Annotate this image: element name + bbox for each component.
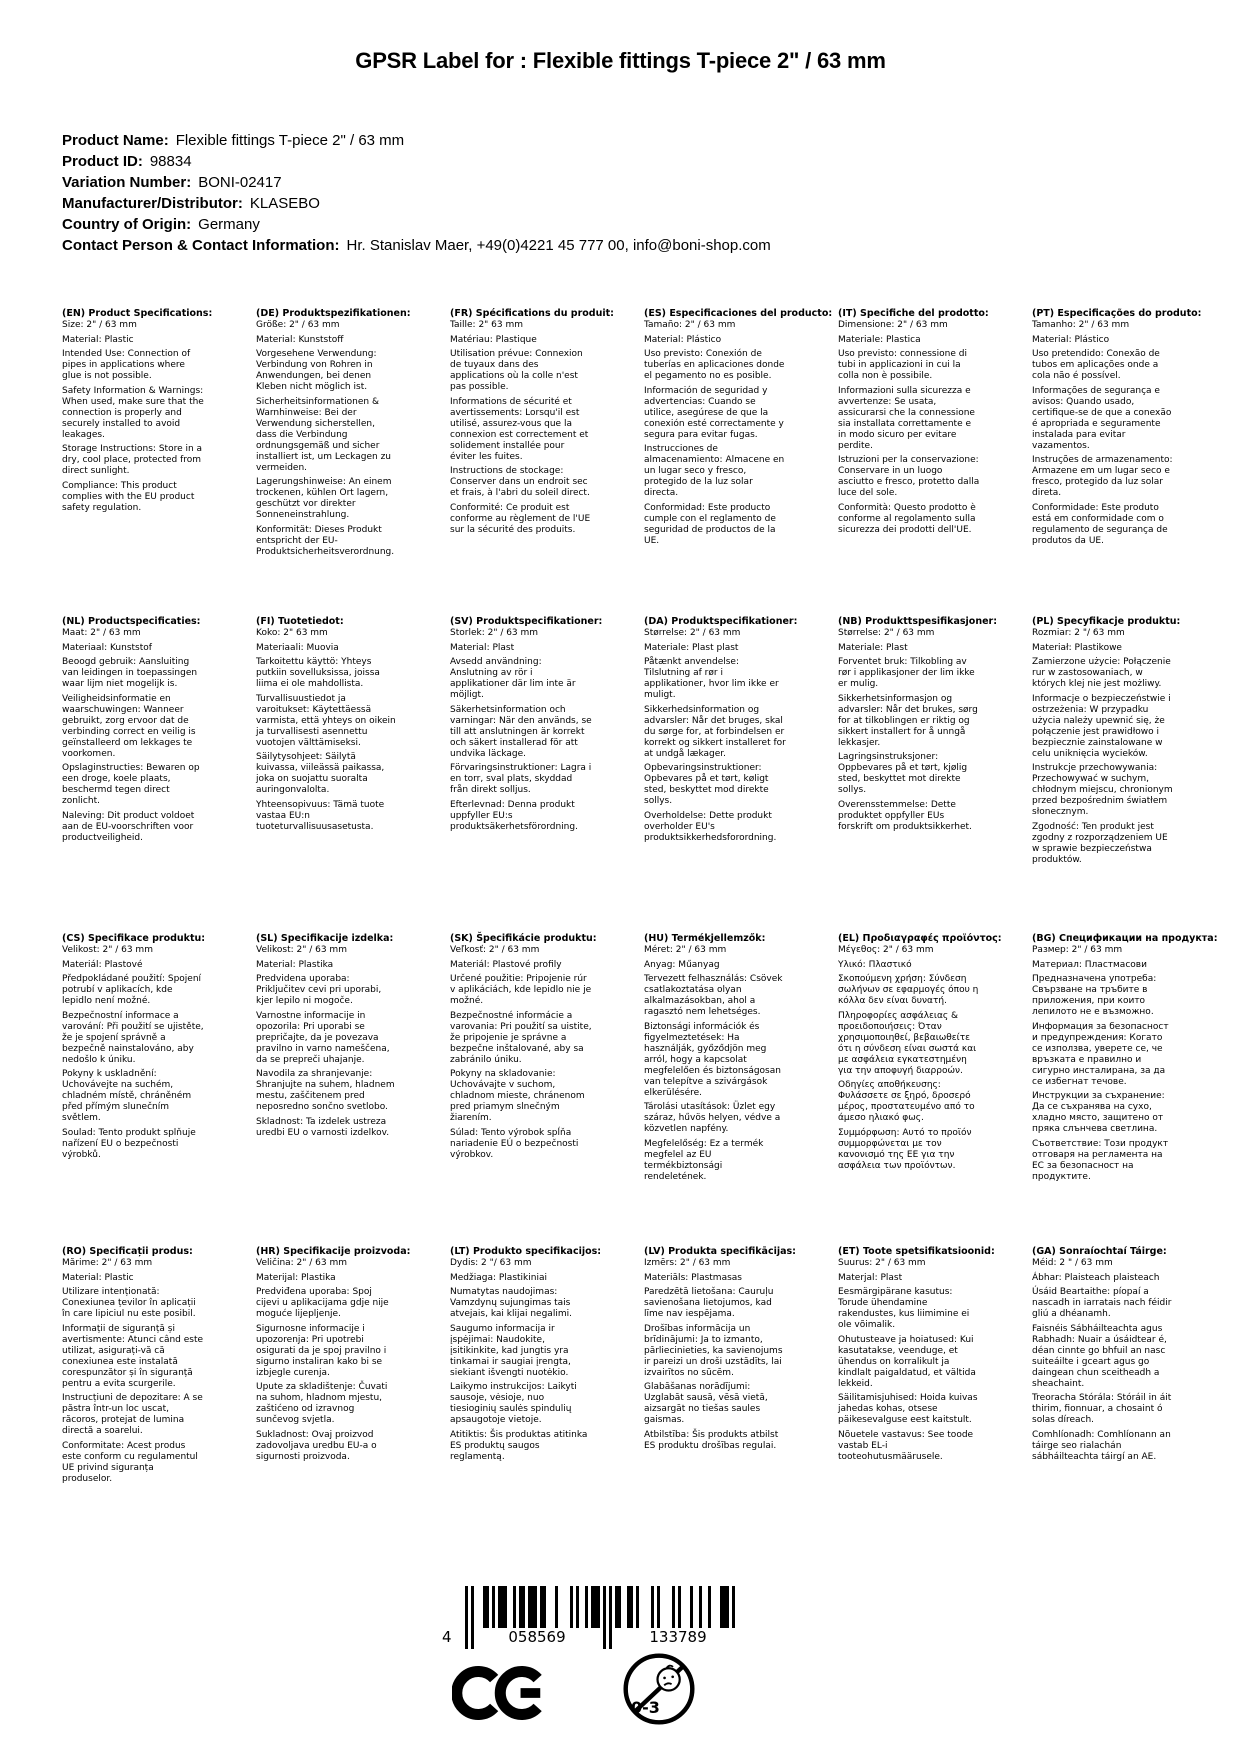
lang-block-nl xyxy=(62,616,256,933)
country-of-origin-value: Germany xyxy=(198,216,260,233)
block-heading: (RO) Specificații produs: xyxy=(62,1246,193,1257)
spec-intended-use: Σκοπούμενη χρήση: Σύνδεση σωλήνων σε εφαρμογές όπου η κόλλα δεν είναι δυνατή. xyxy=(838,974,979,1006)
spec-material: Materiál: Plastové profily xyxy=(450,959,562,970)
spec-intended-use: Tervezett felhasználás: Csövek csatlakoztatása olyan alkalmazásokban, ahol a ragasztó nem lehetséges. xyxy=(644,974,783,1017)
spec-compliance: Съответствие: Този продукт отговаря на регламента на ЕС за безопасност на продуктите. xyxy=(1032,1138,1169,1182)
spec-size: Velikost: 2" / 63 mm xyxy=(256,945,347,955)
block-heading: (ES) Especificaciones del producto: xyxy=(644,308,833,319)
spec-intended-use: Påtænkt anvendelse: Tilslutning af rør i applikationer, hvor lim ikke er muligt. xyxy=(644,657,779,700)
spec-size: Mărime: 2" / 63 mm xyxy=(62,1258,153,1268)
spec-size: Koko: 2" 63 mm xyxy=(256,628,328,638)
spec-safety: Informații de siguranță și avertismente: Atunci când este utilizat, asigurați-vă că conexiunea este instalată corespunzător și în siguranță pentru a evita scurgerile. xyxy=(62,1323,204,1389)
spec-intended-use: Eesmärgipärane kasutus: Torude ühendamine rakendustes, kus liimimine ei ole võimalik. xyxy=(838,1287,970,1330)
spec-safety: Säkerhetsinformation och varningar: När den används, se till att anslutningen är korrekt och säkert installerad för att undvika läckage. xyxy=(450,704,592,759)
spec-intended-use: Avsedd användning: Anslutning av rör i applikationer där lim inte är möjligt. xyxy=(450,657,576,700)
spec-compliance: Comhlíonadh: Comhlíonann an táirge seo rialachán sábháilteachta táirgí an AE. xyxy=(1032,1429,1171,1462)
spec-storage: Instrucțiuni de depozitare: A se păstra într-un loc uscat, răcoros, protejat de lumina directă a soarelui. xyxy=(62,1393,203,1436)
lang-block-ro xyxy=(62,1246,256,1488)
spec-size: Размер: 2" / 63 mm xyxy=(1032,945,1123,955)
spec-compliance: Yhteensopivuus: Tämä tuote vastaa EU:n tuoteturvallisuusasetusta. xyxy=(256,799,385,832)
spec-size: Veľkosť: 2" / 63 mm xyxy=(450,945,540,955)
spec-intended-use: Forventet bruk: Tilkobling av rør i applikasjoner der lim ikke er mulig. xyxy=(838,657,975,689)
spec-safety: Sikkerhetsinformasjon og advarsler: Når det brukes, sørg for at tilkoblingen er riktig og sikkert installert for å unngå lekkasjer. xyxy=(838,693,978,748)
spec-size: Dimensione: 2" / 63 mm xyxy=(838,320,948,330)
spec-compliance: Naleving: Dit product voldoet aan de EU-voorschriften voor productveiligheid. xyxy=(62,810,195,843)
spec-material: Materjal: Plast xyxy=(838,1272,903,1283)
lang-block-pl xyxy=(1032,616,1226,933)
spec-grid xyxy=(62,308,1226,1488)
spec-storage: Säilitamisjuhised: Hoida kuivas jahedas kohas, otsese päikesevalguse eest kaitstult. xyxy=(838,1393,978,1425)
spec-intended-use: Uso previsto: Conexión de tuberías en aplicaciones donde el pegamento no es posible. xyxy=(644,349,785,381)
spec-safety: Informations de sécurité et avertissements: Lorsqu'il est utilisé, assurez-vous que la connexion est correctement et solidement installée pour éviter les fuites. xyxy=(450,396,589,462)
spec-intended-use: Zamierzone użycie: Połączenie rur w zastosowaniach, w których klej nie jest możliwy. xyxy=(1032,657,1171,689)
block-heading: (CS) Specifikace produktu: xyxy=(62,933,206,944)
block-heading: (EL) Προδιαγραφές προϊόντος: xyxy=(838,933,1002,944)
lang-block-es xyxy=(644,308,838,616)
spec-compliance: Konformität: Dieses Produkt entspricht der EU-Produktsicherheitsverordnung. xyxy=(256,524,395,557)
spec-storage: Lagerungshinweise: An einem trockenen, kühlen Ort lagern, geschützt vor direkter Sonneneinstrahlung. xyxy=(256,477,392,520)
lang-block-de xyxy=(256,308,450,616)
block-heading: (DE) Produktspezifikationen: xyxy=(256,308,411,319)
lang-block-pt xyxy=(1032,308,1226,616)
spec-intended-use: Paredzētā lietošana: Cauruļu savienošana lietojumos, kad līme nav iespējama. xyxy=(644,1287,774,1319)
spec-safety: Πληροφορίες ασφάλειας & προειδοποιήσεις: Όταν χρησιμοποιηθεί, βεβαιωθείτε ότι η σύνδεση είναι σωστά και με ασφάλεια εγκατεστημένη για την αποφυγή διαρροών. xyxy=(838,1010,977,1076)
spec-size: Izmērs: 2" / 63 mm xyxy=(644,1258,731,1268)
spec-size: Dydis: 2 "/ 63 mm xyxy=(450,1258,532,1268)
spec-compliance: Overensstemmelse: Dette produktet oppfyller EUs forskrift om produktsikkerhet. xyxy=(838,799,972,832)
block-heading: (PT) Especificações do produto: xyxy=(1032,308,1202,319)
spec-size: Tamanho: 2" / 63 mm xyxy=(1032,320,1130,330)
spec-safety: Informações de segurança e avisos: Quando usado, certifique-se de que a conexão é apropriada e seguramente instalada para evitar vazamentos. xyxy=(1032,385,1172,451)
spec-size: Storlek: 2" / 63 mm xyxy=(450,628,539,638)
product-info-row xyxy=(62,214,771,235)
spec-safety: Sicherheitsinformationen & Warnhinweise: Bei der Verwendung sicherstellen, dass die Verbindung ordnungsgemäß und sicher installiert ist, um Leckagen zu vermeiden. xyxy=(256,396,391,473)
spec-material: Материал: Пластмасови xyxy=(1032,959,1147,970)
block-heading: (LV) Produkta specifikācijas: xyxy=(644,1246,796,1257)
lang-block-lv xyxy=(644,1246,838,1488)
spec-safety: Veiligheidsinformatie en waarschuwingen: Wanneer gebruikt, zorg ervoor dat de verbinding correct en veilig is geïnstalleerd om lekkages te voorkomen. xyxy=(62,693,196,759)
product-id-label: Product ID: xyxy=(62,153,143,170)
spec-material: Material: Plastika xyxy=(256,959,334,970)
spec-material: Materiał: Plastikowe xyxy=(1032,642,1122,653)
lang-block-ga xyxy=(1032,1246,1226,1488)
product-info-row xyxy=(62,172,771,193)
spec-storage: Instruções de armazenamento: Armazene em um lugar seco e fresco, protegido da luz solar direta. xyxy=(1032,455,1173,498)
spec-size: Μέγεθος: 2" / 63 mm xyxy=(838,945,934,955)
barcode-right-digits: 133789 xyxy=(614,1628,742,1646)
spec-safety: Sigurnosne informacije i upozorenja: Pri upotrebi osigurati da je spoj pravilno i sigurno instaliran kako bi se izbjegle curenja. xyxy=(256,1323,387,1378)
age-warning-label: 0-3 xyxy=(631,1698,660,1717)
lang-block-et xyxy=(838,1246,1032,1488)
spec-material: Materiaal: Kunststof xyxy=(62,642,152,653)
spec-intended-use: Utilisation prévue: Connexion de tuyaux dans des applications où la colle n'est pas possible. xyxy=(450,349,583,392)
block-heading: (FI) Tuotetiedot: xyxy=(256,616,344,627)
spec-intended-use: Tarkoitettu käyttö: Yhteys putkiin sovelluksissa, joissa liima ei ole mahdollista. xyxy=(256,657,380,689)
spec-intended-use: Uso pretendido: Conexão de tubos em aplicações onde a cola não é possível. xyxy=(1032,349,1160,381)
lang-block-bg xyxy=(1032,933,1226,1246)
lang-block-cs xyxy=(62,933,256,1246)
spec-safety: Sikkerhedsinformation og advarsler: Når det bruges, skal du sørge for, at forbindelsen er korrekt og sikkert installeret for at undgå lækager. xyxy=(644,704,786,759)
spec-storage: Navodila za shranjevanje: Shranjujte na suhem, hladnem mestu, zaščitenem pred neposredno sončno svetlobo. xyxy=(256,1069,395,1112)
spec-storage: Lagringsinstruksjoner: Oppbevares på et tørt, kjølig sted, beskyttet mot direkte sollys. xyxy=(838,752,968,795)
spec-material: Materiál: Plastové xyxy=(62,959,143,970)
spec-safety: Saugumo informacija ir įspėjimai: Naudokite, įsitikinkite, kad jungtis yra tinkamai ir saugiai įrengta, siekiant išvengti nuotėkio. xyxy=(450,1323,571,1378)
spec-storage: Förvaringsinstruktioner: Lagra i en torr, sval plats, skyddad från direkt solljus. xyxy=(450,763,592,795)
ean-barcode xyxy=(442,1586,752,1652)
spec-size: Size: 2" / 63 mm xyxy=(62,320,137,330)
spec-compliance: Zgodność: Ten produkt jest zgodny z rozporządzeniem UE w sprawie bezpieczeństwa produktów. xyxy=(1032,821,1168,865)
barcode-first-digit: 4 xyxy=(442,1628,452,1646)
spec-safety: Biztonsági információk és figyelmeztetések: Ha használják, győződjön meg arról, hogy a kapcsolat megfelelően és biztonságosan van telepítve a szivárgások elkerülésére. xyxy=(644,1021,781,1098)
contact-label: Contact Person & Contact Information: xyxy=(62,237,340,254)
block-heading: (NL) Productspecificaties: xyxy=(62,616,201,627)
spec-compliance: Efterlevnad: Denna produkt uppfyller EU:s produktsäkerhetsförordning. xyxy=(450,799,578,832)
spec-storage: Upute za skladištenje: Čuvati na suhom, hladnom mjestu, zaštićeno od izravnog sunčevog svjetla. xyxy=(256,1382,388,1425)
product-info-row xyxy=(62,130,771,151)
variation-number-label: Variation Number: xyxy=(62,174,192,191)
lang-block-da xyxy=(644,616,838,933)
block-heading: (NB) Produkttspesifikasjoner: xyxy=(838,616,998,627)
spec-material: Material: Plastic xyxy=(62,334,134,345)
spec-intended-use: Utilizare intenționată: Conexiunea țevilor în aplicații în care lipiciul nu este posibil. xyxy=(62,1287,196,1319)
spec-storage: Treoracha Stórála: Stóráil in áit thirim, fionnuar, a chosaint ó solas díreach. xyxy=(1032,1393,1172,1425)
lang-block-hr xyxy=(256,1246,450,1488)
spec-compliance: Soulad: Tento produkt splňuje nařízení EU o bezpečnosti výrobků. xyxy=(62,1127,196,1160)
spec-safety: Informacje o bezpieczeństwie i ostrzeżenia: W przypadku użycia należy upewnić się, że połączenie jest prawidłowo i bezpiecznie zainstalowane w celu uniknięcia wycieków. xyxy=(1032,693,1171,759)
product-info-row xyxy=(62,235,771,256)
product-info-row xyxy=(62,151,771,172)
age-warning-0-3-icon xyxy=(622,1652,696,1726)
spec-storage: Pokyny k uskladnění: Uchovávejte na suchém, chladném místě, chráněném před přímým slunečním světlem. xyxy=(62,1069,192,1123)
country-of-origin-label: Country of Origin: xyxy=(62,216,192,233)
lang-block-el xyxy=(838,933,1032,1246)
spec-storage: Istruzioni per la conservazione: Conservare in un luogo asciutto e fresco, protetto dalla luce del sole. xyxy=(838,455,980,498)
block-heading: (HR) Specifikacije proizvoda: xyxy=(256,1246,411,1257)
spec-intended-use: Predvidena uporaba: Priključitev cevi pri uporabi, kjer lepilo ni mogoče. xyxy=(256,974,382,1006)
spec-material: Materiaali: Muovia xyxy=(256,642,339,653)
spec-material: Material: Plastic xyxy=(62,1272,134,1283)
spec-material: Material: Plast xyxy=(450,642,515,653)
spec-storage: Opslaginstructies: Bewaren op een droge, koele plaats, beschermd tegen direct zonlicht. xyxy=(62,763,200,806)
variation-number-value: BONI-02417 xyxy=(198,174,282,191)
spec-compliance: Atbilstība: Šis produkts atbilst ES produktu drošības regulai. xyxy=(644,1429,779,1451)
block-heading: (HU) Termékjellemzők: xyxy=(644,933,766,944)
spec-compliance: Compliance: This product complies with the EU product safety regulation. xyxy=(62,480,195,513)
spec-size: Taille: 2" 63 mm xyxy=(450,320,524,330)
block-heading: (FR) Spécifications du produit: xyxy=(450,308,614,319)
spec-safety: Drošības informācija un brīdinājumi: Ja to izmanto, pārliecinieties, ka savienojums ir pareizi un droši uzstādīts, lai izvairītos no sūcēm. xyxy=(644,1323,783,1378)
spec-material: Materijal: Plastika xyxy=(256,1272,336,1283)
spec-intended-use: Vorgesehene Verwendung: Verbindung von Rohren in Anwendungen, bei denen Kleben nicht möglich ist. xyxy=(256,349,377,392)
lang-block-lt xyxy=(450,1246,644,1488)
manufacturer-value: KLASEBO xyxy=(249,195,320,212)
spec-intended-use: Předpokládané použití: Spojení potrubí v aplikacích, kde lepidlo není možné. xyxy=(62,974,202,1006)
spec-safety: Информация за безопасност и предупреждения: Когато се използва, уверете се, че връзката е правилно и сигурно инсталирана, за да се избегнат течове. xyxy=(1032,1021,1169,1087)
spec-intended-use: Predviđena uporaba: Spoj cijevi u aplikacijama gdje nije moguće lijepljenje. xyxy=(256,1287,389,1319)
spec-compliance: Conformité: Ce produit est conforme au règlement de l'UE sur la sécurité des produits. xyxy=(450,502,591,535)
spec-storage: Opbevaringsinstruktioner: Opbevares på et tørt, køligt sted, beskyttet mod direkte sollys. xyxy=(644,763,769,806)
spec-safety: Bezpečnostní informace a varování: Při použití se ujistěte, že je spojení správně a bezpečně nainstalováno, aby nedošlo k úniku. xyxy=(62,1010,204,1065)
page-title: GPSR Label for : Flexible fittings T-piece 2" / 63 mm xyxy=(355,48,886,73)
block-heading: (DA) Produktspecifikationer: xyxy=(644,616,798,627)
spec-compliance: Atitiktis: Šis produktas atitinka ES produktų saugos reglamentą. xyxy=(450,1429,588,1462)
spec-storage: Storage Instructions: Store in a dry, cool place, protected from direct sunlight. xyxy=(62,444,203,476)
spec-compliance: Nõuetele vastavus: See toode vastab EL-i tooteohutusmäärusele. xyxy=(838,1429,974,1462)
spec-compliance: Skladnost: Ta izdelek ustreza uredbi EU o varnosti izdelkov. xyxy=(256,1116,390,1138)
spec-size: Méid: 2 " / 63 mm xyxy=(1032,1258,1113,1268)
product-info-row xyxy=(62,193,771,214)
spec-safety: Turvallisuustiedot ja varoitukset: Käytettäessä varmista, että yhteys on oikein ja turvallisesti asennettu vuotojen välttämiseksi. xyxy=(256,693,396,748)
lang-block-sl xyxy=(256,933,450,1246)
lang-block-it xyxy=(838,308,1032,616)
spec-intended-use: Uso previsto: connessione di tubi in applicazioni in cui la colla non è possibile. xyxy=(838,349,967,381)
spec-intended-use: Určené použitie: Pripojenie rúr v aplikáciách, kde lepidlo nie je možné. xyxy=(450,974,592,1006)
block-heading: (ET) Toote spetsifikatsioonid: xyxy=(838,1246,995,1257)
spec-safety: Ohutusteave ja hoiatused: Kui kasutatakse, veenduge, et ühendus on korralikult ja kindlalt paigaldatud, et vältida lekkeid. xyxy=(838,1334,976,1389)
spec-material: Materiale: Plast plast xyxy=(644,642,739,653)
block-heading: (IT) Specifiche del prodotto: xyxy=(838,308,989,319)
spec-storage: Säilytysohjeet: Säilytä kuivassa, viileässä paikassa, joka on suojattu suoralta auringonvalolta. xyxy=(256,752,385,795)
block-heading: (EN) Product Specifications: xyxy=(62,308,213,319)
spec-material: Materiale: Plast xyxy=(838,642,908,653)
block-heading: (PL) Specyfikacje produktu: xyxy=(1032,616,1181,627)
spec-storage: Инструкции за съхранение: Да се съхранява на сухо, хладно място, защитено от пряка слънчева светлина. xyxy=(1032,1091,1165,1134)
block-heading: (SK) Špecifikácie produktu: xyxy=(450,933,597,944)
spec-safety: Información de seguridad y advertencias: Cuando se utilice, asegúrese de que la conexión esté correctamente y segura para evitar fugas. xyxy=(644,385,784,440)
spec-intended-use: Предназначена употреба: Свързване на тръбите в приложения, при които лепилото не е възможно. xyxy=(1032,974,1157,1017)
spec-material: Materiāls: Plastmasas xyxy=(644,1272,742,1283)
spec-compliance: Conformità: Questo prodotto è conforme al regolamento sulla sicurezza dei prodotti dell'UE. xyxy=(838,502,976,535)
lang-block-fi xyxy=(256,616,450,933)
spec-storage: Instrucciones de almacenamiento: Almacene en un lugar seco y fresco, protegido de la luz solar directa. xyxy=(644,444,785,498)
product-name-value: Flexible fittings T-piece 2" / 63 mm xyxy=(175,132,405,149)
block-heading: (LT) Produkto specifikacijos: xyxy=(450,1246,602,1257)
spec-compliance: Overholdelse: Dette produkt overholder EU's produktsikkerhedsforordning. xyxy=(644,810,777,843)
spec-storage: Pokyny na skladovanie: Uchovávajte v suchom, chladnom mieste, chránenom pred priamym slnečným žiarením. xyxy=(450,1069,585,1123)
spec-safety: Faisnéis Sábháilteachta agus Rabhadh: Nuair a úsáidtear é, déan cinnte go bhfuil an nasc suiteáilte i gceart agus go daingean chun sceitheadh a sheachaint. xyxy=(1032,1323,1167,1389)
product-name-label: Product Name: xyxy=(62,132,169,149)
spec-storage: Instrukcje przechowywania: Przechowywać w suchym, chłodnym miejscu, chronionym przed bezpośrednim światłem słonecznym. xyxy=(1032,763,1173,817)
spec-size: Velikost: 2" / 63 mm xyxy=(62,945,153,955)
spec-material: Ábhar: Plaisteach plaisteach xyxy=(1032,1272,1160,1283)
product-id-value: 98834 xyxy=(149,153,192,170)
spec-intended-use: Úsáid Beartaithe: píopaí a nascadh in iarratais nach féidir gliú a dhéanamh. xyxy=(1032,1287,1172,1319)
lang-block-en xyxy=(62,308,256,616)
spec-compliance: Súlad: Tento výrobok spĺňa nariadenie EÚ o bezpečnosti výrobkov. xyxy=(450,1127,579,1160)
spec-compliance: Συμμόρφωση: Αυτό το προϊόν συμμορφώνεται με τον κανονισμό της ΕΕ για την ασφάλεια των προϊόντων. xyxy=(838,1127,972,1171)
spec-size: Méret: 2" / 63 mm xyxy=(644,945,727,955)
spec-storage: Laikymo instrukcijos: Laikyti sausoje, vėsioje, nuo tiesioginių saulės spindulių apsaugotoje vietoje. xyxy=(450,1382,577,1425)
spec-safety: Informazioni sulla sicurezza e avvertenze: Se usata, assicurarsi che la connessione sia installata correttamente e in modo sicuro per evitare perdite. xyxy=(838,385,975,451)
spec-size: Størrelse: 2" / 63 mm xyxy=(644,628,741,638)
block-heading: (SL) Specifikacije izdelka: xyxy=(256,933,394,944)
block-heading: (BG) Спецификации на продукта: xyxy=(1032,933,1218,944)
lang-block-nb xyxy=(838,616,1032,933)
spec-material: Anyag: Műanyag xyxy=(644,959,720,970)
spec-compliance: Megfelelőség: Ez a termék megfelel az EU termékbiztonsági rendeletének. xyxy=(644,1138,764,1182)
spec-intended-use: Numatytas naudojimas: Vamzdynų sujungimas tais atvejais, kai klijai negalimi. xyxy=(450,1287,572,1319)
block-heading: (SV) Produktspecifikationer: xyxy=(450,616,603,627)
spec-material: Matériau: Plastique xyxy=(450,334,537,345)
spec-intended-use: Beoogd gebruik: Aansluiting van leidingen in toepassingen waar lijm niet mogelijk is. xyxy=(62,657,198,689)
spec-storage: Instructions de stockage: Conserver dans un endroit sec et frais, à l'abri du soleil direct. xyxy=(450,466,590,498)
spec-storage: Οδηγίες αποθήκευσης: Φυλάσσετε σε ξηρό, δροσερό μέρος, προστατευμένο από το άμεσο ηλιακό φως. xyxy=(838,1080,975,1123)
barcode-left-digits: 058569 xyxy=(474,1628,600,1646)
lang-block-hu xyxy=(644,933,838,1246)
spec-compliance: Conformidade: Este produto está em conformidade com o regulamento de segurança de produtos da UE. xyxy=(1032,502,1168,546)
spec-material: Material: Plástico xyxy=(1032,334,1110,345)
lang-block-fr xyxy=(450,308,644,616)
block-heading: (GA) Sonraíochtaí Táirge: xyxy=(1032,1246,1167,1257)
spec-safety: Bezpečnostné informácie a varovania: Pri použití sa uistite, že pripojenie je správne a bezpečne inštalované, aby sa zabránilo úniku. xyxy=(450,1010,592,1065)
spec-size: Tamaño: 2" / 63 mm xyxy=(644,320,736,330)
spec-size: Größe: 2" / 63 mm xyxy=(256,320,340,330)
spec-material: Material: Kunststoff xyxy=(256,334,344,345)
spec-compliance: Sukladnost: Ovaj proizvod zadovoljava uredbu EU-a o sigurnosti proizvoda. xyxy=(256,1429,377,1462)
spec-size: Suurus: 2" / 63 mm xyxy=(838,1258,926,1268)
lang-block-sk xyxy=(450,933,644,1246)
spec-intended-use: Intended Use: Connection of pipes in applications where glue is not possible. xyxy=(62,349,191,381)
spec-material: Material: Plástico xyxy=(644,334,722,345)
manufacturer-label: Manufacturer/Distributor: xyxy=(62,195,243,212)
spec-size: Veličina: 2" / 63 mm xyxy=(256,1258,348,1268)
spec-material: Υλικό: Πλαστικό xyxy=(838,959,912,970)
spec-compliance: Conformidad: Este producto cumple con el reglamento de seguridad de productos de la UE. xyxy=(644,502,776,546)
spec-size: Rozmiar: 2 "/ 63 mm xyxy=(1032,628,1125,638)
spec-material: Materiale: Plastica xyxy=(838,334,921,345)
ce-mark-icon xyxy=(452,1664,545,1726)
spec-material: Medžiaga: Plastikiniai xyxy=(450,1272,547,1283)
product-info xyxy=(62,130,771,256)
spec-compliance: Conformitate: Acest produs este conform cu regulamentul UE privind siguranța produselor. xyxy=(62,1440,198,1484)
spec-size: Maat: 2" / 63 mm xyxy=(62,628,141,638)
spec-storage: Tárolási utasítások: Üzlet egy száraz, hűvös helyen, védve a közvetlen napfény. xyxy=(644,1102,781,1134)
contact-value: Hr. Stanislav Maer, +49(0)4221 45 777 00, info@boni-shop.com xyxy=(346,237,771,254)
spec-storage: Glabāšanas norādījumi: Uzglabāt sausā, vēsā vietā, aizsargāt no tiešas saules gaismas. xyxy=(644,1382,768,1425)
spec-safety: Safety Information & Warnings: When used, make sure that the connection is properly and securely installed to avoid leakages. xyxy=(62,385,204,440)
spec-safety: Varnostne informacije in opozorila: Pri uporabi se prepričajte, da je povezava pravilno in varno nameščena, da se prepreči uhajanje. xyxy=(256,1010,390,1065)
lang-block-sv xyxy=(450,616,644,933)
spec-size: Størrelse: 2" / 63 mm xyxy=(838,628,935,638)
